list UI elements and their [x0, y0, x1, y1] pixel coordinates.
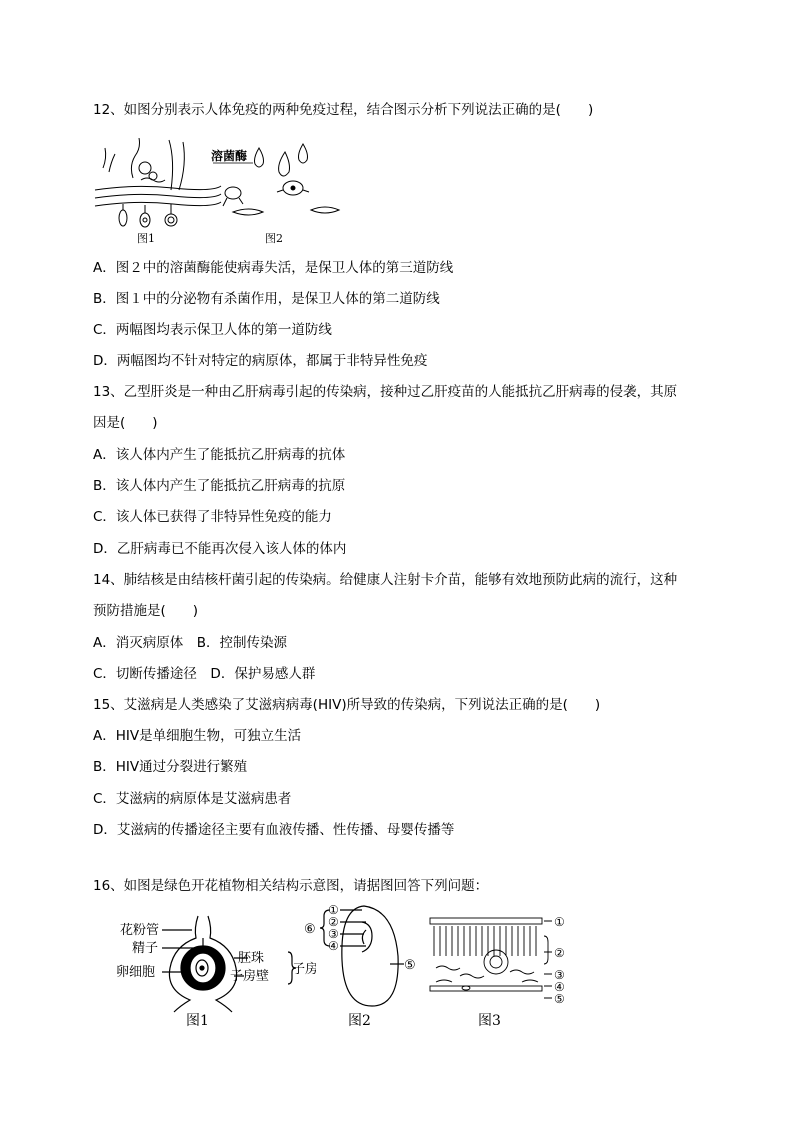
q16-fig2-label-4: ④: [328, 939, 339, 953]
q13-option-c: C．该人体已获得了非特异性免疫的能力: [93, 509, 332, 525]
q16-fig1-label-egg-cell: 卵细胞: [116, 965, 156, 980]
q12-option-a: A．图２中的溶菌酶能使病毒失活，是保卫人体的第三道防线: [93, 260, 454, 276]
q12-option-c: C．两幅图均表示保卫人体的第一道防线: [93, 322, 332, 338]
q13-option-a: A．该人体内产生了能抵抗乙肝病毒的抗体: [93, 447, 346, 463]
q12-fig1-label: 图1: [137, 232, 155, 245]
q16-stem: 16、如图是绿色开花植物相关结构示意图，请据图回答下列问题：: [93, 878, 489, 894]
q15-option-a: A．HIV是单细胞生物，可独立生活: [93, 728, 302, 744]
q16-fig2-label-2: ②: [328, 915, 339, 929]
q15-option-b: B．HIV通过分裂进行繁殖: [93, 759, 248, 775]
q16-fig2-label-1: ①: [328, 903, 339, 917]
q16-fig1-label-ovule: 胚珠: [238, 951, 265, 966]
q16-fig2-label-5: ⑤: [404, 958, 416, 973]
q16-fig1-caption: 图1: [186, 1013, 209, 1029]
q13-stem-line2: 因是( ): [93, 415, 158, 431]
q16-fig2: [300, 900, 420, 1030]
q12-figure: [93, 138, 353, 246]
q12-stem: 12、如图分别表示人体免疫的两种免疫过程，结合图示分析下列说法正确的是( ): [93, 102, 594, 118]
q16-fig2-label-3: ③: [328, 927, 339, 941]
q12-option-d: D．两幅图均不针对特定的病原体，都属于非特异性免疫: [93, 353, 428, 369]
q15-stem: 15、艾滋病是人类感染了艾滋病病毒(HIV)所导致的传染病，下列说法正确的是( ): [93, 697, 601, 713]
q14-stem-line2: 预防措施是( ): [93, 603, 199, 619]
q16-fig3-caption: 图3: [478, 1013, 501, 1029]
q12-fig1-drawing: [95, 138, 221, 227]
q16-fig3: [426, 912, 576, 1030]
q16-fig1-label-sperm: 精子: [132, 941, 159, 956]
q12-option-b: B．图１中的分泌物有杀菌作用，是保卫人体的第二道防线: [93, 291, 440, 307]
q14-options-row1: A．消灭病原体 B．控制传染源: [93, 635, 287, 651]
q16-fig3-label-2: ②: [554, 946, 565, 960]
q16-fig2-label-6: ⑥: [304, 922, 316, 937]
q14-stem-line1: 14、肺结核是由结核杆菌引起的传染病。给健康人注射卡介苗，能够有效地预防此病的流行，这种: [93, 572, 678, 588]
q16-fig3-label-4: ④: [554, 980, 565, 994]
q16-fig1: [116, 912, 316, 1030]
q15-option-c: C．艾滋病的病原体是艾滋病患者: [93, 791, 292, 807]
q16-fig3-label-5: ⑤: [554, 992, 565, 1006]
q12-fig2-label: 图2: [265, 232, 283, 245]
q16-fig3-label-1: ①: [554, 915, 565, 929]
q16-fig1-label-pollen-tube: 花粉管: [120, 923, 160, 938]
q13-option-d: D．乙肝病毒已不能再次侵入该人体的体内: [93, 541, 347, 557]
q14-options-row2: C．切断传播途径 D．保护易感人群: [93, 666, 316, 682]
q16-fig1-label-ovary: 子房: [292, 962, 316, 977]
q16-fig3-label-3: ③: [554, 968, 565, 982]
q13-option-b: B．该人体内产生了能抵抗乙肝病毒的抗原: [93, 478, 346, 494]
q15-option-d: D．艾滋病的传播途径主要有血液传播、性传播、母婴传播等: [93, 822, 455, 838]
q12-enzyme-label: 溶菌酶: [211, 149, 248, 163]
q13-stem-line1: 13、乙型肝炎是一种由乙肝病毒引起的传染病，接种过乙肝疫苗的人能抵抗乙肝病毒的侵袭，其原: [93, 384, 678, 400]
q16-fig2-caption: 图2: [348, 1013, 371, 1029]
q16-fig1-label-ovary-wall: 子房壁: [230, 969, 270, 984]
